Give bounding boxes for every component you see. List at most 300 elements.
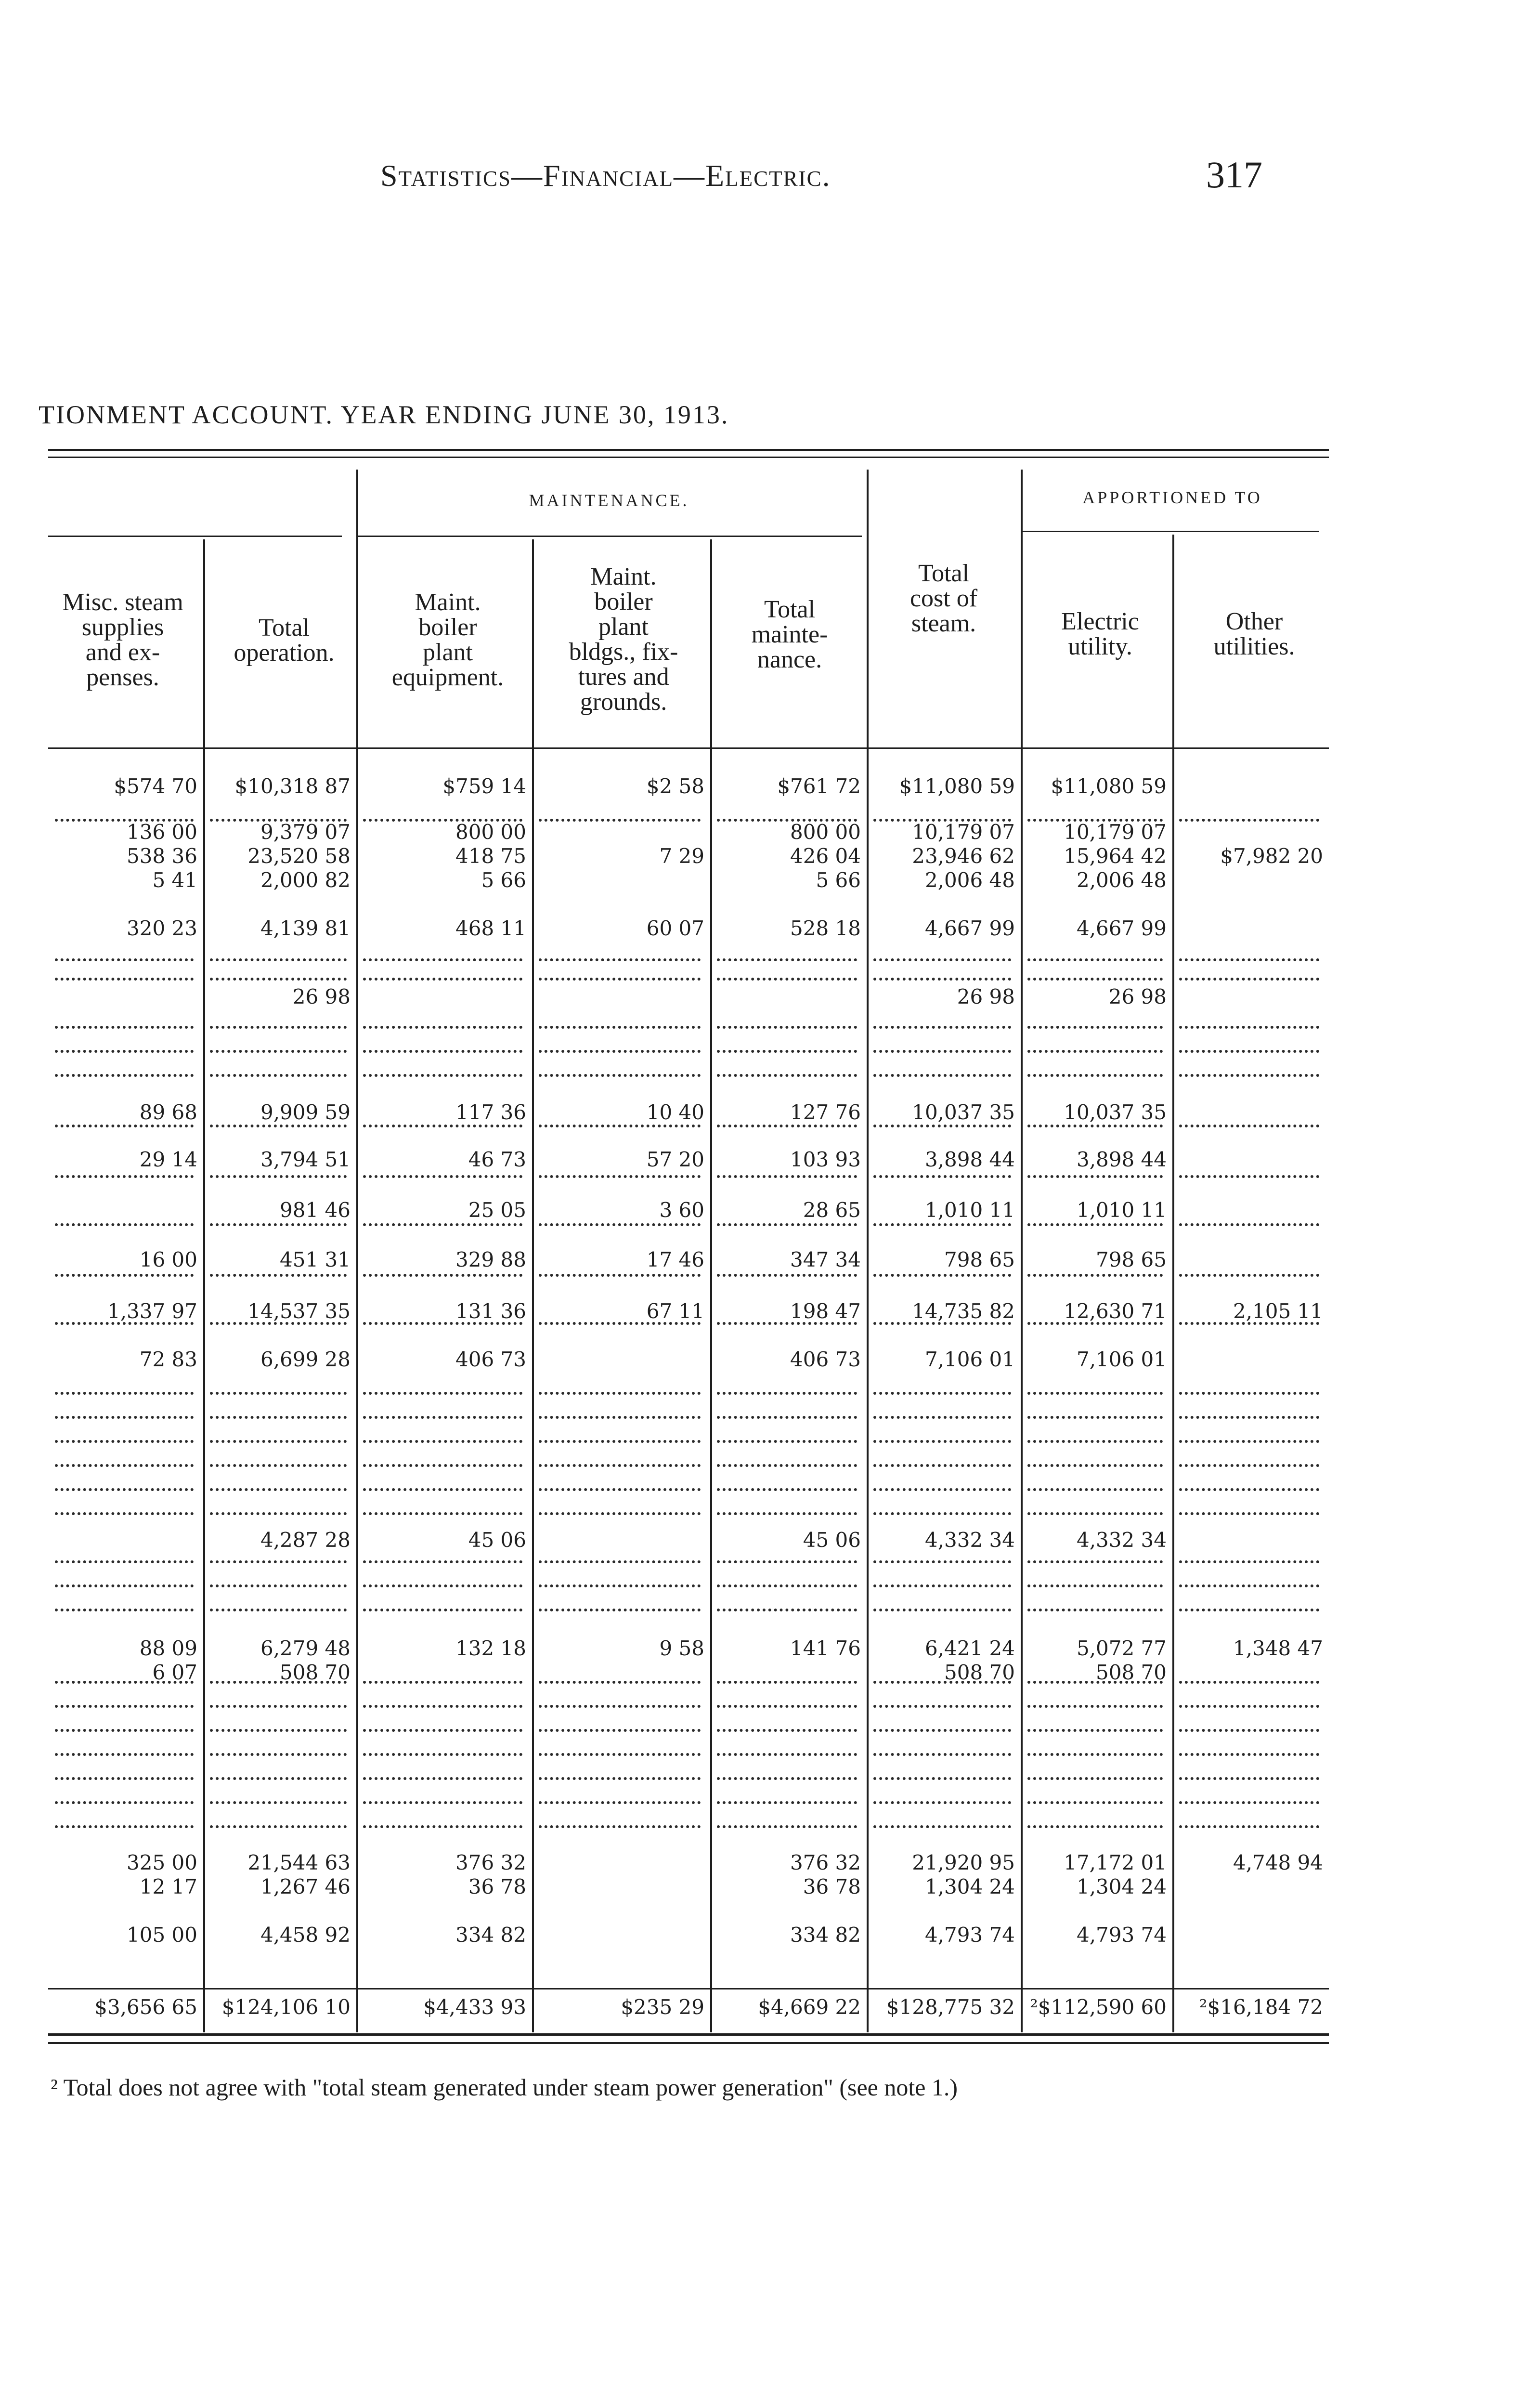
table-cell: 426 04 [790, 844, 861, 868]
leader-dot-segment [539, 1729, 701, 1732]
leader-dot-segment [1027, 978, 1163, 981]
leader-dot-segment [1179, 1753, 1319, 1756]
table-cell: 46 73 [468, 1148, 526, 1171]
table-cell: 103 93 [790, 1148, 861, 1171]
leader-dots [48, 1729, 1329, 1733]
leader-dots [48, 1512, 1329, 1516]
table-cell: 15,964 42 [1064, 844, 1167, 868]
leader-dot-segment [1179, 1512, 1319, 1515]
table-cell: 1,348 47 [1233, 1636, 1323, 1660]
leader-dot-segment [210, 1584, 347, 1587]
table-cell: 334 82 [790, 1923, 861, 1947]
leader-dot-segment [539, 1512, 701, 1515]
leader-dot-segment [210, 1560, 347, 1563]
leader-dot-segment [539, 1753, 701, 1756]
leader-dot-segment [363, 1777, 522, 1780]
leader-dot-segment [1027, 1705, 1163, 1708]
leader-dot-segment [1179, 1777, 1319, 1780]
leader-dots [48, 1753, 1329, 1757]
table-cell: $11,080 59 [1051, 774, 1167, 798]
table-cell: 800 00 [455, 820, 526, 844]
leader-dot-segment [210, 1464, 347, 1467]
leader-dots [48, 1050, 1329, 1054]
leader-dot-segment [873, 1560, 1011, 1563]
leader-dot-segment [55, 1050, 194, 1053]
table-cell: 127 76 [790, 1100, 861, 1124]
leader-dot-segment [539, 1175, 701, 1178]
leader-dot-segment [210, 1416, 347, 1419]
table-cell: 2,105 11 [1233, 1299, 1323, 1323]
leader-dot-segment [1179, 1825, 1319, 1828]
table-cell: 1,304 24 [1076, 1875, 1167, 1898]
table-cell: 88 09 [139, 1636, 197, 1660]
table-cell: 16 00 [139, 1248, 197, 1271]
table-row [48, 1922, 1329, 1950]
table-cell: 12 17 [139, 1875, 197, 1898]
leader-dot-segment [55, 1705, 194, 1708]
table-row [48, 1659, 1329, 1688]
leader-dots [48, 978, 1329, 982]
table-cell: 45 06 [803, 1528, 861, 1552]
leader-dot-segment [1179, 958, 1319, 961]
leader-dot-segment [210, 1050, 347, 1053]
table-cell: $3,656 65 [94, 1995, 197, 2019]
table-cell: 4,287 28 [260, 1528, 351, 1552]
table-cell: 6,279 48 [260, 1636, 351, 1660]
table-top-rule [48, 457, 1329, 458]
table-cell: 1,337 97 [107, 1299, 197, 1323]
table-cell: 5 66 [481, 868, 526, 892]
leader-dot-segment [363, 978, 522, 981]
leader-dot-segment [210, 1392, 347, 1395]
table-cell: 376 32 [455, 1851, 526, 1874]
leader-dot-segment [210, 1074, 347, 1077]
leader-dot-segment [873, 1050, 1011, 1053]
leader-dot-segment [717, 1416, 857, 1419]
leader-dots [48, 1801, 1329, 1805]
table-cell: 14,537 35 [247, 1299, 351, 1323]
table-cell: 1,304 24 [924, 1875, 1015, 1898]
leader-dots [48, 1560, 1329, 1564]
table-cell: 4,793 74 [924, 1923, 1015, 1947]
leader-dots [48, 1609, 1329, 1612]
leader-dot-segment [539, 1584, 701, 1587]
leader-dot-segment [539, 1488, 701, 1491]
table-cell: $235 29 [621, 1995, 704, 2019]
leader-dot-segment [873, 1777, 1011, 1780]
leader-dot-segment [717, 1777, 857, 1780]
column-divider [710, 539, 712, 2032]
table-cell: 2,006 48 [924, 868, 1015, 892]
table-cell: 981 46 [280, 1198, 351, 1222]
column-header: Misc. steam supplies and ex- penses. [62, 589, 183, 691]
leader-dot-segment [1027, 1753, 1163, 1756]
table-cell: 347 34 [790, 1248, 861, 1271]
table-cell: 4,667 99 [1076, 916, 1167, 940]
leader-dot-segment [873, 1440, 1011, 1443]
table-cell: $574 70 [114, 774, 197, 798]
leader-dot-segment [363, 1560, 522, 1563]
table-cell: 1,010 11 [924, 1198, 1015, 1222]
leader-dot-segment [55, 1801, 194, 1804]
leader-dot-segment [1179, 1392, 1319, 1395]
leader-dots [48, 1074, 1329, 1078]
leader-dot-segment [717, 958, 857, 961]
leader-dot-segment [55, 1584, 194, 1587]
leader-dot-segment [539, 1074, 701, 1077]
leader-dots [48, 1392, 1329, 1396]
leader-dot-segment [1027, 1464, 1163, 1467]
table-cell: $11,080 59 [899, 774, 1015, 798]
leader-dot-segment [1179, 1074, 1319, 1077]
table-cell: 131 36 [455, 1299, 526, 1323]
leader-dot-segment [210, 1440, 347, 1443]
leader-dot-segment [210, 1753, 347, 1756]
table-cell: 10,037 35 [1064, 1100, 1167, 1124]
leader-dots [48, 1584, 1329, 1588]
leader-dot-segment [210, 978, 347, 981]
leader-dot-segment [363, 1584, 522, 1587]
leader-dot-segment [1027, 1825, 1163, 1828]
leader-dot-segment [363, 1416, 522, 1419]
leader-dot-segment [539, 1825, 701, 1828]
leader-dot-segment [539, 1801, 701, 1804]
leader-dot-segment [210, 1488, 347, 1491]
table-cell: 5,072 77 [1076, 1636, 1167, 1660]
table-cell: 508 70 [944, 1661, 1015, 1684]
table-cell: 136 00 [127, 820, 197, 844]
footnote: ² Total does not agree with "total steam generated under steam power generation" (see note 1.) [51, 2074, 958, 2101]
table-cell: 418 75 [455, 844, 526, 868]
table-cell: 528 18 [790, 916, 861, 940]
leader-dot-segment [363, 1488, 522, 1491]
leader-dots [48, 1175, 1329, 1179]
leader-dot-segment [717, 1488, 857, 1491]
leader-dot-segment [539, 1440, 701, 1443]
table-cell: 26 98 [292, 985, 351, 1008]
leader-dot-segment [873, 1801, 1011, 1804]
table-cell: 451 31 [280, 1248, 351, 1271]
leader-dot-segment [717, 1825, 857, 1828]
leader-dot-segment [873, 1705, 1011, 1708]
table-row [48, 1246, 1329, 1275]
column-header: Total cost of steam. [909, 560, 978, 637]
leader-dot-segment [873, 1584, 1011, 1587]
table-cell: $2 58 [646, 774, 704, 798]
leader-dot-segment [873, 1512, 1011, 1515]
leader-dot-segment [717, 1392, 857, 1395]
leader-dot-segment [539, 1705, 701, 1708]
leader-dot-segment [1179, 978, 1319, 981]
table-cell: 7 29 [659, 844, 704, 868]
table-cell: 117 36 [455, 1100, 526, 1124]
leader-dots [48, 1777, 1329, 1781]
table-cell: 9 58 [659, 1636, 704, 1660]
leader-dot-segment [539, 1560, 701, 1563]
table-cell: 6 07 [152, 1661, 197, 1684]
leader-dot-segment [363, 1512, 522, 1515]
table-row [48, 983, 1329, 1012]
table-cell: 406 73 [455, 1348, 526, 1371]
table-cell: 28 65 [803, 1198, 861, 1222]
leader-dot-segment [539, 1464, 701, 1467]
leader-dot-segment [873, 1416, 1011, 1419]
leader-dot-segment [363, 1026, 522, 1029]
table-row [48, 1298, 1329, 1327]
table-cell: ²$112,590 60 [1029, 1995, 1167, 2019]
leader-dot-segment [55, 1609, 194, 1611]
table-cell: 508 70 [1096, 1661, 1167, 1684]
leader-dot-segment [1027, 1729, 1163, 1732]
leader-dot-segment [55, 1392, 194, 1395]
table-cell: 800 00 [790, 820, 861, 844]
leader-dot-segment [1027, 1512, 1163, 1515]
table-row [48, 1099, 1329, 1128]
leader-dot-segment [1179, 1175, 1319, 1178]
leader-dot-segment [210, 1801, 347, 1804]
table-cell: 4,139 81 [260, 916, 351, 940]
leader-dots [48, 1488, 1329, 1492]
leader-dots [48, 1026, 1329, 1030]
leader-dots [48, 1464, 1329, 1468]
leader-dot-segment [1179, 1729, 1319, 1732]
leader-dots [48, 1440, 1329, 1444]
table-cell: 4,793 74 [1076, 1923, 1167, 1947]
leader-dot-segment [55, 1512, 194, 1515]
column-divider [1172, 535, 1174, 2032]
table-cell: 29 14 [139, 1148, 197, 1171]
table-cell: 2,006 48 [1076, 868, 1167, 892]
leader-dot-segment [717, 1026, 857, 1029]
leader-dot-segment [539, 1416, 701, 1419]
leader-dots [48, 1705, 1329, 1709]
table-cell: 5 41 [152, 868, 197, 892]
header-bottom-rule [48, 747, 1329, 749]
leader-dot-segment [363, 1392, 522, 1395]
table-cell: 141 76 [790, 1636, 861, 1660]
leader-dot-segment [1179, 1464, 1319, 1467]
leader-dot-segment [1027, 1584, 1163, 1587]
leader-dot-segment [210, 958, 347, 961]
table-cell: $7,982 20 [1220, 844, 1323, 868]
leader-dots [48, 958, 1329, 962]
leader-dot-segment [873, 1609, 1011, 1611]
table-cell: 329 88 [455, 1248, 526, 1271]
leader-dot-segment [873, 1753, 1011, 1756]
leader-dot-segment [717, 1175, 857, 1178]
table-cell: 36 78 [803, 1875, 861, 1898]
leader-dot-segment [363, 958, 522, 961]
table-cell: 9,379 07 [260, 820, 351, 844]
leader-dot-segment [873, 1026, 1011, 1029]
group-header-apportioned: APPORTIONED TO [1082, 488, 1262, 507]
table-cell: 7,106 01 [924, 1348, 1015, 1371]
leader-dot-segment [873, 1488, 1011, 1491]
table-cell: ²$16,184 72 [1199, 1995, 1323, 2019]
leader-dot-segment [1027, 1175, 1163, 1178]
leader-dot-segment [55, 1753, 194, 1756]
table-bottom-rule [48, 2033, 1329, 2036]
table-cell: 132 18 [455, 1636, 526, 1660]
table-cell: 320 23 [127, 916, 197, 940]
column-header: Maint. boiler plant bldgs., fix- tures and grounds. [569, 563, 678, 716]
table-cell: 72 83 [139, 1348, 197, 1371]
leader-dot-segment [717, 978, 857, 981]
column-header: Total operation. [234, 614, 335, 667]
leader-dot-segment [210, 1609, 347, 1611]
leader-dot-segment [210, 1175, 347, 1178]
group-header-maintenance: MAINTENANCE. [529, 491, 689, 510]
leader-dot-segment [55, 1729, 194, 1732]
table-cell: 26 98 [1108, 985, 1167, 1008]
leader-dot-segment [363, 1175, 522, 1178]
leader-dot-segment [1179, 1440, 1319, 1443]
leader-dot-segment [539, 978, 701, 981]
table-cell: 7,106 01 [1076, 1348, 1167, 1371]
leader-dot-segment [210, 1026, 347, 1029]
leader-dot-segment [539, 1609, 701, 1611]
leader-dot-segment [1179, 1609, 1319, 1611]
table-cell: $128,775 32 [886, 1995, 1015, 2019]
table-cell: $761 72 [777, 774, 861, 798]
leader-dot-segment [717, 1464, 857, 1467]
leader-dot-segment [55, 1560, 194, 1563]
leader-dot-segment [363, 1464, 522, 1467]
table-row [48, 1527, 1329, 1556]
table-cell: $759 14 [442, 774, 526, 798]
table-cell: 105 00 [127, 1923, 197, 1947]
leader-dot-segment [55, 1464, 194, 1467]
leader-dot-segment [539, 958, 701, 961]
group-rule-maintenance [356, 536, 862, 537]
leader-dot-segment [1027, 1026, 1163, 1029]
leader-dot-segment [717, 1801, 857, 1804]
table-cell: 10,179 07 [1064, 820, 1167, 844]
leader-dot-segment [55, 1488, 194, 1491]
leader-dot-segment [363, 1050, 522, 1053]
leader-dot-segment [1027, 1440, 1163, 1443]
table-cell: 4,332 34 [1076, 1528, 1167, 1552]
table-cell: 4,458 92 [260, 1923, 351, 1947]
table-cell: $124,106 10 [221, 1995, 351, 2019]
leader-dot-segment [717, 1609, 857, 1611]
table-cell: $4,433 93 [423, 1995, 526, 2019]
leader-dot-segment [55, 1175, 194, 1178]
table-cell: $4,669 22 [758, 1995, 861, 2019]
table-cell: 1,267 46 [260, 1875, 351, 1898]
table-cell: 325 00 [127, 1851, 197, 1874]
table-cell: 4,332 34 [924, 1528, 1015, 1552]
table-cell: 406 73 [790, 1348, 861, 1371]
leader-dots [48, 1416, 1329, 1420]
table-cell: 12,630 71 [1064, 1299, 1167, 1323]
column-header: Other utilities. [1213, 608, 1295, 660]
table-row [48, 915, 1329, 944]
leader-dot-segment [873, 1464, 1011, 1467]
leader-dot-segment [717, 1074, 857, 1077]
leader-dot-segment [873, 1392, 1011, 1395]
table-cell: 468 11 [455, 916, 526, 940]
table-cell: 6,421 24 [924, 1636, 1015, 1660]
leader-dot-segment [539, 1392, 701, 1395]
leader-dot-segment [1027, 1801, 1163, 1804]
table-cell: 45 06 [468, 1528, 526, 1552]
leader-dot-segment [210, 1729, 347, 1732]
leader-dot-segment [1179, 1488, 1319, 1491]
leader-dot-segment [55, 958, 194, 961]
leader-dot-segment [1179, 1416, 1319, 1419]
leader-dot-segment [1179, 1050, 1319, 1053]
running-head: Statistics—Financial—Electric. [380, 158, 831, 193]
table-cell: 17 46 [646, 1248, 704, 1271]
table-cell: 60 07 [646, 916, 704, 940]
column-divider [532, 539, 534, 2032]
leader-dot-segment [210, 1512, 347, 1515]
table-cell: 6,699 28 [260, 1348, 351, 1371]
table-cell: 10 40 [646, 1100, 704, 1124]
leader-dot-segment [873, 1074, 1011, 1077]
totals-row [48, 1994, 1329, 2023]
table-cell: 5 66 [816, 868, 861, 892]
table-cell: 3,898 44 [924, 1148, 1015, 1171]
leader-dot-segment [1027, 1416, 1163, 1419]
leader-dot-segment [873, 1729, 1011, 1732]
leader-dot-segment [1027, 1392, 1163, 1395]
leader-dot-segment [363, 1609, 522, 1611]
leader-dot-segment [55, 1440, 194, 1443]
leader-dot-segment [873, 958, 1011, 961]
table-bottom-rule [48, 2042, 1329, 2044]
table-cell: 23,520 58 [247, 844, 351, 868]
leader-dot-segment [873, 978, 1011, 981]
leader-dot-segment [363, 1801, 522, 1804]
table-cell: 36 78 [468, 1875, 526, 1898]
leader-dot-segment [717, 1440, 857, 1443]
leader-dot-segment [1027, 1050, 1163, 1053]
table-cell: 10,179 07 [912, 820, 1015, 844]
leader-dot-segment [363, 1705, 522, 1708]
leader-dot-segment [55, 1074, 194, 1077]
leader-dot-segment [363, 1729, 522, 1732]
column-divider [203, 539, 205, 2032]
leader-dot-segment [55, 1416, 194, 1419]
table-cell: 4,748 94 [1233, 1851, 1323, 1874]
table-row [48, 1873, 1329, 1902]
table-row [48, 1197, 1329, 1226]
leader-dot-segment [1027, 1488, 1163, 1491]
table-cell: 3,898 44 [1076, 1148, 1167, 1171]
table-caption: TIONMENT ACCOUNT. YEAR ENDING JUNE 30, 1913. [39, 400, 729, 429]
leader-dot-segment [717, 1512, 857, 1515]
leader-dot-segment [1179, 1584, 1319, 1587]
table-cell: 798 65 [944, 1248, 1015, 1271]
leader-dot-segment [363, 1825, 522, 1828]
leader-dot-segment [55, 1825, 194, 1828]
leader-dot-segment [363, 1074, 522, 1077]
table-cell: 23,946 62 [912, 844, 1015, 868]
leader-dots [48, 1825, 1329, 1829]
leader-dot-segment [363, 1440, 522, 1443]
table-row [48, 1346, 1329, 1375]
leader-dot-segment [1027, 1609, 1163, 1611]
table-cell: 21,920 95 [912, 1851, 1015, 1874]
leader-dot-segment [873, 1825, 1011, 1828]
table-cell: 1,010 11 [1076, 1198, 1167, 1222]
table-cell: 198 47 [790, 1299, 861, 1323]
table-cell: 89 68 [139, 1100, 197, 1124]
table-cell: 2,000 82 [260, 868, 351, 892]
table-cell: 538 36 [127, 844, 197, 868]
